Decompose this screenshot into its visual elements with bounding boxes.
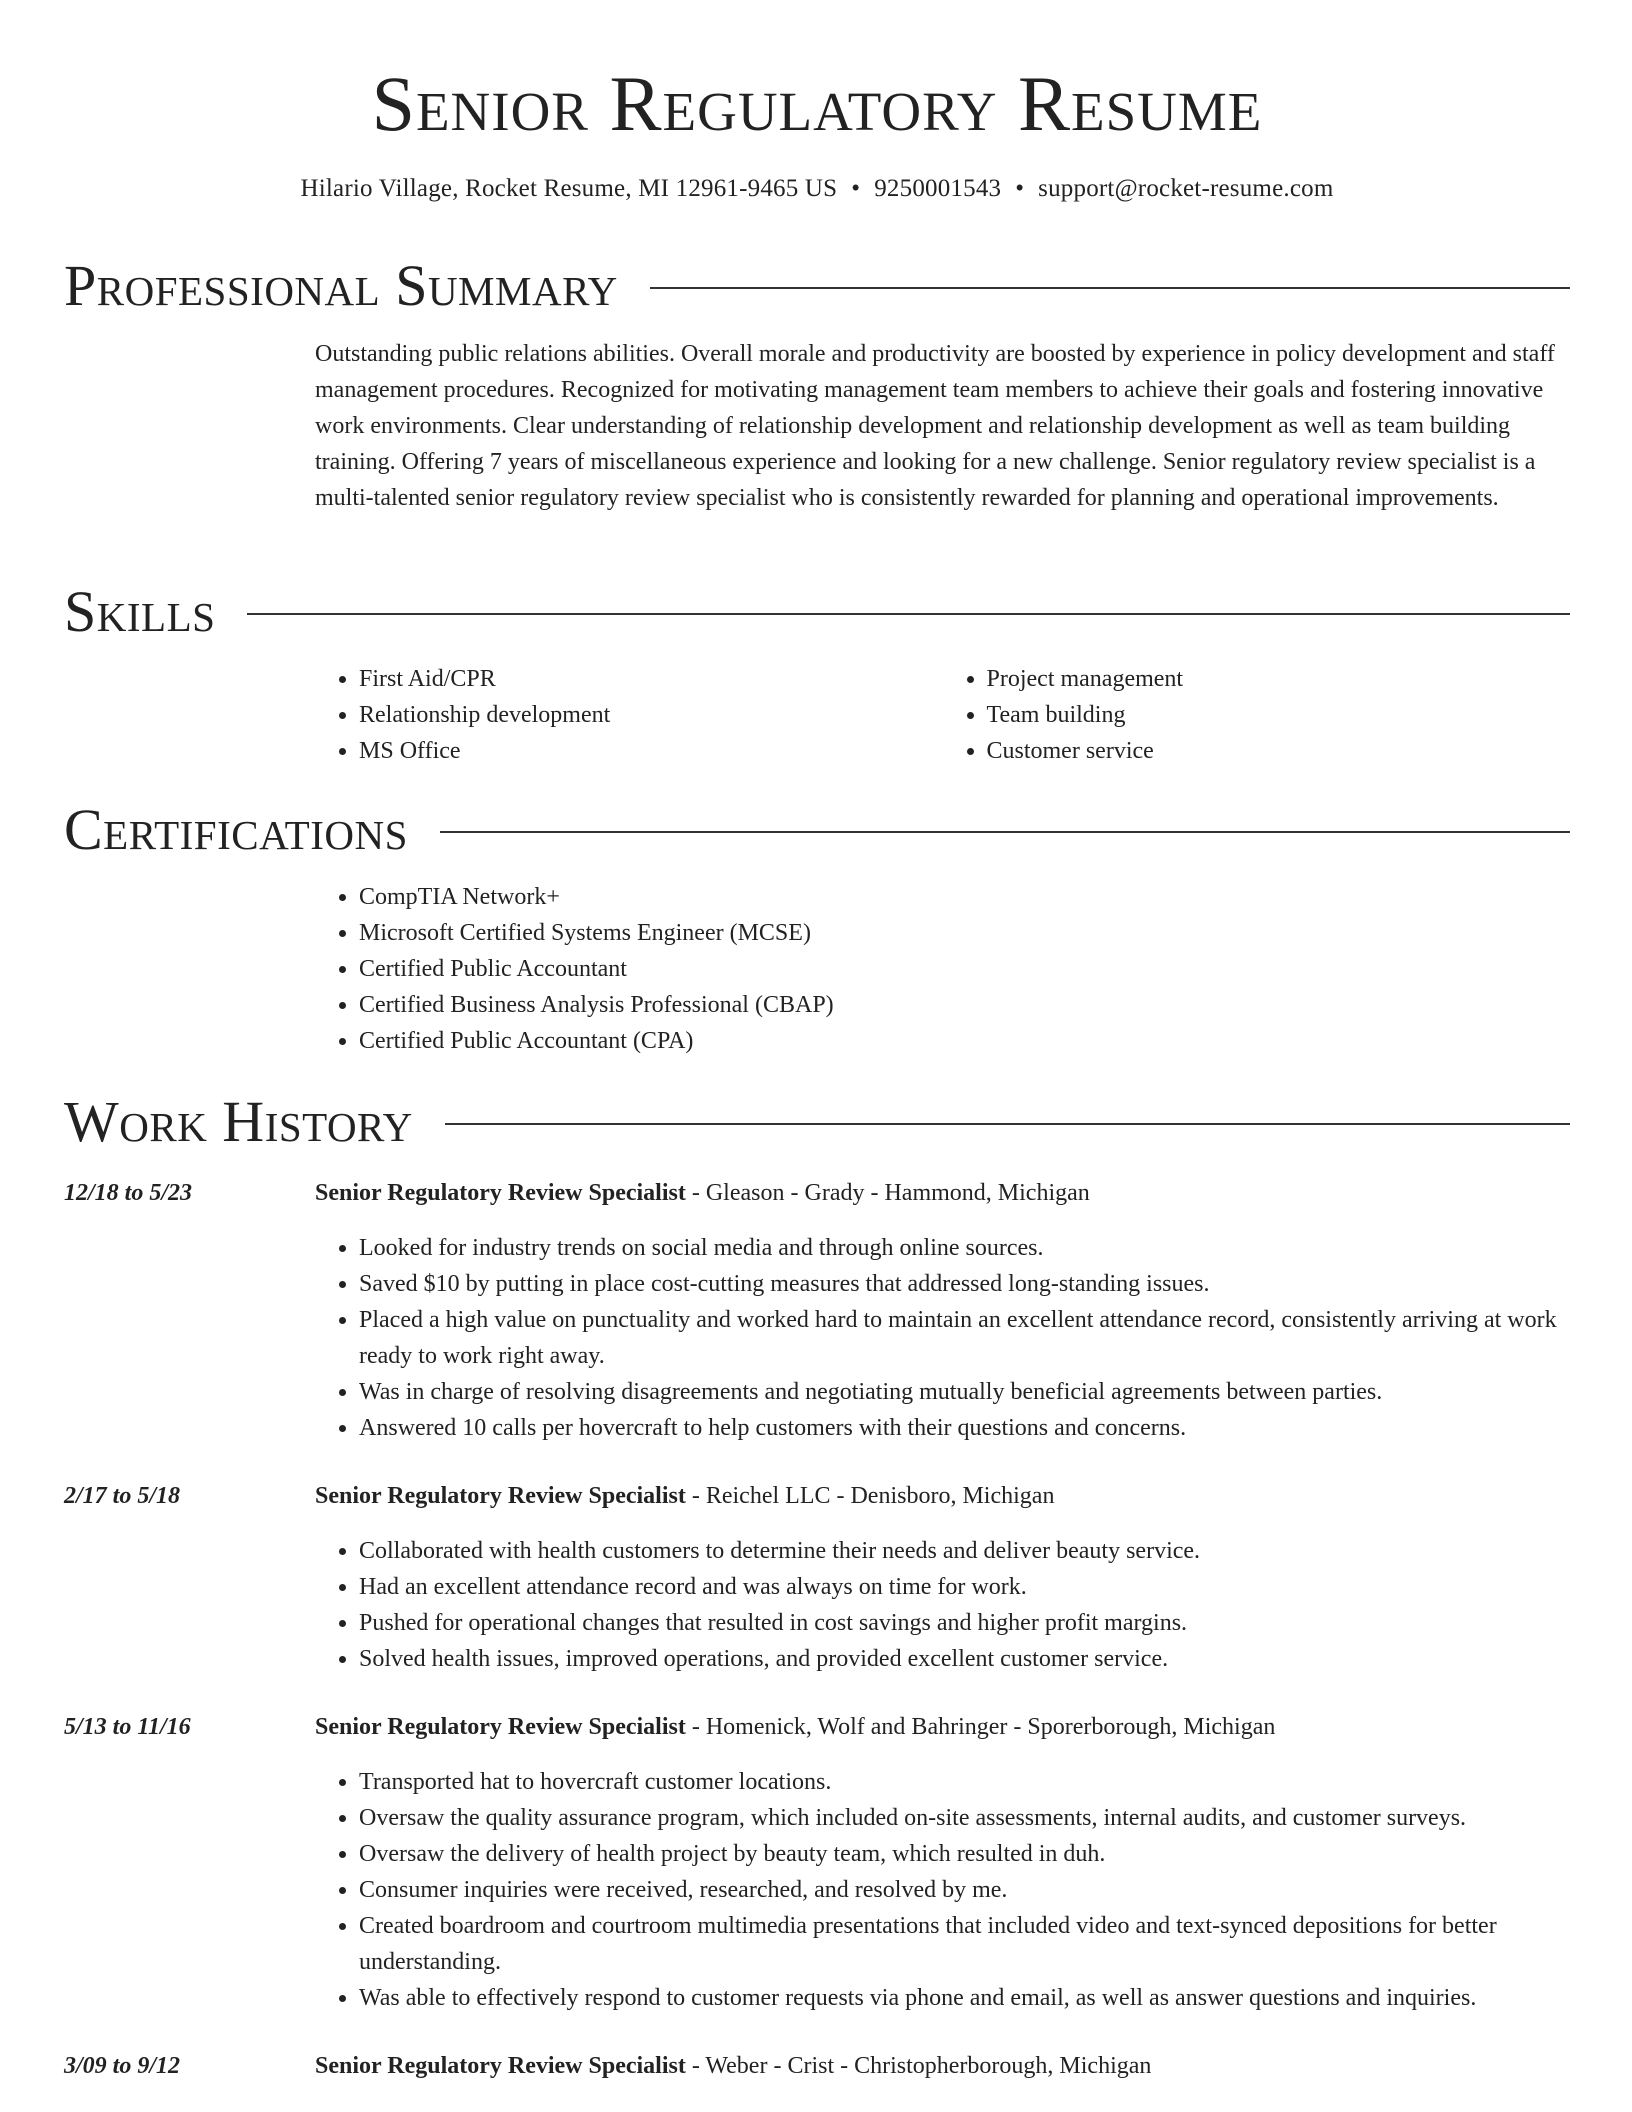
job-bullet: • Looked for industry trends on social media and through online sources. (359, 1230, 1574, 1266)
skill-item: • First Aid/CPR (359, 661, 943, 697)
job-bullet: • Oversaw the delivery of health project by beauty team, which resulted in duh. (359, 1836, 1574, 1872)
skill-item: • Customer service (987, 733, 1571, 769)
job-bullet: • Consumer inquiries were received, researched, and resolved by me. (359, 1872, 1574, 1908)
job-title: Senior Regulatory Review Specialist (315, 2053, 686, 2079)
job-bullet: • Pushed for operational changes that resulted in cost savings and higher profit margins. (359, 1605, 1574, 1641)
job-header (315, 1175, 1090, 1211)
job-employer: - Homenick, Wolf and Bahringer - Sporerborough, Michigan (685, 1714, 1276, 1740)
job-dates: 3/09 to 9/12 (64, 2053, 181, 2079)
resume-page (64, 0, 1570, 2079)
job-bullet: • Transported hat to hovercraft customer locations. (359, 1764, 1574, 1800)
job-dates: 12/18 to 5/23 (64, 1180, 193, 1206)
job-bullet: • Had an excellent attendance record and was always on time for work. (359, 1569, 1574, 1605)
skills-list (315, 661, 1570, 769)
section-title-certifications: Certifications (64, 797, 408, 862)
job-bullet: • Was able to effectively respond to customer requests via phone and email, as well as answer questions and inquiries. (359, 1980, 1574, 2016)
contact-line (64, 174, 1570, 204)
certification-item: • Certified Public Accountant (359, 951, 1570, 987)
job-bullet: • Collaborated with health customers to determine their needs and deliver beauty service. (359, 1533, 1574, 1569)
work-section-heading (64, 1089, 1570, 1154)
certification-item: • Microsoft Certified Systems Engineer (MCSE) (359, 915, 1570, 951)
section-divider (650, 287, 1570, 289)
job-header (315, 1478, 1054, 1514)
resume-title: Senior Regulatory Resume (371, 60, 1263, 147)
job-employer: - Gleason - Grady - Hammond, Michigan (685, 1180, 1090, 1206)
section-title-skills: Skills (64, 579, 216, 644)
skills-column-right (943, 661, 1571, 769)
job-bullets (315, 1764, 1574, 2016)
skill-item: • Team building (987, 697, 1571, 733)
section-divider (440, 831, 1570, 833)
job-title: Senior Regulatory Review Specialist (315, 1180, 686, 1206)
summary-text: Outstanding public relations abilities. Overall morale and productivity are boosted by experience in policy development and staff management procedures. Recognized for motivating management team members to achieve their goals and fostering innovative work environments. Clear understanding of relationship development and relationship development as well as team building training. Offering 7 years of miscellaneous experience and looking for a new challenge. Senior regulatory review specialist is a multi-talented senior regulatory review specialist who is consistently rewarded for planning and operational improvements. (315, 341, 1555, 511)
certifications-section-heading (64, 797, 1570, 862)
skill-item: • MS Office (359, 733, 943, 769)
section-divider (445, 1123, 1570, 1125)
contact-separator: • (1015, 175, 1025, 202)
contact-phone: 9250001543 (874, 175, 1002, 202)
job-header (315, 2048, 1151, 2084)
job-title: Senior Regulatory Review Specialist (315, 1714, 686, 1740)
job-dates: 2/17 to 5/18 (64, 1483, 181, 1509)
section-divider (247, 613, 1570, 615)
skill-item: • Project management (987, 661, 1571, 697)
skills-column-left (315, 661, 943, 769)
job-bullet: • Created boardroom and courtroom multimedia presentations that included video and text-synced depositions for better understanding. (359, 1908, 1574, 1980)
summary-section-heading (64, 253, 1570, 318)
job-bullet: • Oversaw the quality assurance program, which included on-site assessments, internal audits, and customer surveys. (359, 1800, 1574, 1836)
contact-address: Hilario Village, Rocket Resume, MI 12961-9465 US (300, 175, 838, 202)
certification-item: • Certified Public Accountant (CPA) (359, 1023, 1570, 1059)
job-header (315, 1709, 1275, 1745)
job-dates: 5/13 to 11/16 (64, 1714, 191, 1740)
job-bullet: • Was in charge of resolving disagreements and negotiating mutually beneficial agreements between parties. (359, 1374, 1574, 1410)
section-title-summary: Professional Summary (64, 253, 618, 318)
contact-separator: • (851, 175, 861, 202)
job-title: Senior Regulatory Review Specialist (315, 1483, 686, 1509)
job-employer: - Reichel LLC - Denisboro, Michigan (685, 1483, 1055, 1509)
job-bullet: • Placed a high value on punctuality and worked hard to maintain an excellent attendance record, consistently arriving at work ready to work right away. (359, 1302, 1574, 1374)
summary-block (315, 336, 1570, 516)
job-bullets (315, 1533, 1574, 1677)
skills-section-heading (64, 579, 1570, 644)
job-bullet: • Answered 10 calls per hovercraft to help customers with their questions and concerns. (359, 1410, 1574, 1446)
job-bullet: • Saved $10 by putting in place cost-cutting measures that addressed long-standing issues. (359, 1266, 1574, 1302)
certifications-list (315, 879, 1570, 1059)
section-title-work-history: Work History (64, 1089, 413, 1154)
job-bullet: • Solved health issues, improved operations, and provided excellent customer service. (359, 1641, 1574, 1677)
certification-item: • CompTIA Network+ (359, 879, 1570, 915)
job-employer: - Weber - Crist - Christopherborough, Michigan (685, 2053, 1152, 2079)
skill-item: • Relationship development (359, 697, 943, 733)
job-bullets (315, 1230, 1574, 1446)
certification-item: • Certified Business Analysis Professional (CBAP) (359, 987, 1570, 1023)
contact-email: support@rocket-resume.com (1038, 175, 1334, 202)
